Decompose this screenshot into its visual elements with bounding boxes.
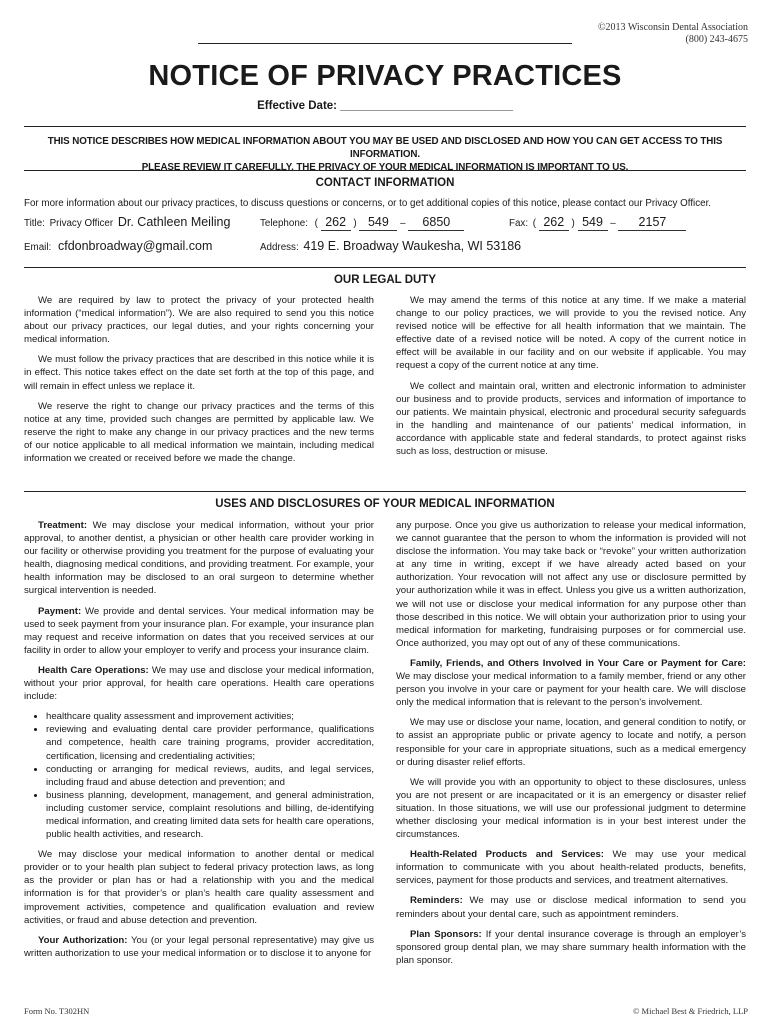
hco-bullet: • business planning, development, management, and general administration, including customer service, complaint resolutions and billing, de-identifying medical information, and creating limited data sets for health care operations, public health activities, and research.	[46, 789, 374, 841]
hrp-paragraph	[396, 848, 746, 887]
authorization-paragraph	[24, 934, 374, 960]
effective-date: Effective Date: ___________________________	[257, 100, 513, 112]
payment-text: We provide and dental services. Your medical information may be used to seek payment from your insurance plan. For example, your insurance plan may request and receive information on dates that you received services at our facility in order to allow your employer to verify and process your insurance claim.	[24, 605, 374, 656]
association-phone: (800) 243-4675	[685, 34, 748, 45]
legal-left-p2: We must follow the privacy practices that are described in this notice while it is in effect. This notice takes effect on the date set forth at the top of this page, and will remain in effect unless we replace it.	[24, 354, 374, 392]
payment-paragraph	[24, 605, 374, 657]
payment-label: Payment:	[38, 605, 82, 617]
legal-left-p1: We are required by law to protect the privacy of your protected health information (“medical information”). We are also required to send you this notice about our privacy practices, our legal duties, and your rights concerning your medical information.	[24, 295, 374, 346]
divider-contact	[24, 170, 746, 171]
contact-intro: For more information about our privacy practices, to discuss questions or concerns, or to get additional copies of this notice, please contact our Privacy Officer.	[24, 198, 712, 209]
hrp-text: We may use your medical information to communicate with you about health-related products, benefits, services, payment for those products and services, and treatment alternatives.	[396, 849, 746, 887]
notice-description-line1: THIS NOTICE DESCRIBES HOW MEDICAL INFORMATION ABOUT YOU MAY BE USED AND DISCLOSED AND HOW YOU CAN GET ACCESS TO THIS INFORMATION.	[47, 136, 723, 160]
fax-prefix: 549	[582, 215, 603, 229]
hco-bullet: • reviewing and evaluating dental care provider performance, qualifications and competence, health care training programs, provider accreditation, certification, licensing and credentialing activities;	[46, 723, 374, 762]
officer-name: Dr. Cathleen Meiling	[117, 215, 231, 229]
contact-heading: CONTACT INFORMATION	[315, 177, 455, 189]
sponsors-paragraph	[396, 928, 746, 967]
divider-uses	[24, 491, 746, 492]
legal-left-p3: We reserve the right to change our privacy practices and the terms of this notice at any time, provided such changes are permitted by applicable law. We reserve the right to make any change in our privacy practices and the new terms of our notice applicable to all medical information we maintain, including medical information we created or received before we made the change.	[24, 400, 374, 465]
sponsors-text: If your dental insurance coverage is through an employer’s sponsored group dental plan, we may share summary health information with the plan sponsor.	[396, 928, 746, 966]
object-paragraph: We will provide you with an opportunity to object to these disclosures, unless you are not present or are incapacitated or it is an emergency or disaster relief situation. In those situations, we will use our professional judgment to determine whether disclosing your medical information is in your best interest under the circumstances.	[396, 776, 746, 841]
treatment-text: We may disclose your medical information, without your prior approval, to another dentist, a physician or other health care provider working in our facility or otherwise providing you treatment for the purpose of evaluating your health, diagnosing medical conditions, and providing treatment. For example, your health information may be disclosed to an oral surgeon to determine whether surgical intervention is needed.	[24, 520, 374, 597]
tel-area: 262	[325, 215, 347, 229]
title-value: Privacy Officer	[49, 218, 114, 229]
email-label: Email:	[24, 242, 52, 253]
telephone-field: Telephone: ( 262 ) 549 – 6850	[260, 216, 500, 231]
hco-bullet: • conducting or arranging for medical reviews, audits, and legal services, including fraud and abuse detection and prevention; and	[46, 763, 374, 789]
hrp-label: Health-Related Products and Services:	[410, 849, 604, 861]
legal-duty-left	[24, 294, 374, 472]
notice-description	[24, 135, 746, 174]
uses-left-column	[24, 519, 374, 967]
telephone-label: Telephone:	[260, 218, 308, 229]
uses-right-column	[396, 519, 746, 974]
title-label: Title:	[24, 218, 45, 229]
reminders-paragraph	[396, 894, 746, 920]
reminders-text: We may use or disclose medical information to send you reminders about your dental care, such as appointment reminders.	[396, 895, 746, 920]
authorization-label: Your Authorization:	[38, 934, 128, 946]
fax-area: 262	[543, 215, 565, 229]
association-name: ©2013 Wisconsin Dental Association	[597, 22, 748, 33]
tel-line: 6850	[422, 215, 451, 229]
fax-field: Fax: ( 262 ) 549 – 2157	[509, 216, 749, 231]
notify-paragraph: We may use or disclose your name, location, and general condition to notify, or to assist an appropriate public or private agency to locate and notify, a person responsible for your care in appropriate situations, such as a medical emergency or during disaster relief efforts.	[396, 717, 746, 768]
page-title: NOTICE OF PRIVACY PRACTICES	[148, 60, 622, 92]
copyright: © Michael Best & Friedrich, LLP	[632, 1006, 748, 1016]
authorization-continued: any purpose. Once you give us authorization to release your medical information, we cannot guarantee that the person to whom the information is provided will not disclose the information. You may take back or “revoke” your written authorization at any time in writing, except if we have already acted based on your authorization. Your revocation will not affect any use or disclosure permitted by your authorization while it was in effect. Unless you give us a written authorization, we will not use or disclose your medical information for any purpose other than those described in this notice. We will obtain your authorization prior to using your medical information for marketing, fundraising purposes or for commercial use. Once authorized, you may opt out of any of these communications.	[396, 520, 746, 649]
divider-legal	[24, 267, 746, 268]
divider-top	[24, 126, 746, 127]
legal-duty-right	[396, 294, 746, 465]
hco-list	[24, 710, 374, 841]
family-paragraph	[396, 657, 746, 709]
legal-duty-heading: OUR LEGAL DUTY	[333, 274, 436, 286]
address-value: 419 E. Broadway Waukesha, WI 53186	[303, 239, 522, 253]
authorization-text: You (or your legal personal representative) may give us written authorization to use your medical information or to disclose it to anyone for	[24, 934, 374, 959]
family-text: We may disclose your medical information to a family member, friend or any other person you involve in your care or payment for your health care. We will disclose only the medical information that is relevant to the person’s involvement.	[396, 671, 746, 709]
hco-label: Health Care Operations:	[38, 664, 149, 676]
fax-label: Fax:	[509, 218, 529, 229]
top-rule	[198, 43, 572, 44]
other-provider-paragraph: We may disclose your medical information to another dental or medical provider or to your health plan subject to federal privacy protection laws, as long as the provider or plan has or had a relationship with you and the medical information is for that provider’s or plan’s health care quality assessment and improvement activities, competence and qualification evaluation and review activities, or fraud and abuse detection and prevention.	[24, 849, 374, 926]
legal-right-p2: We collect and maintain oral, written and electronic information to administer our business and to provide products, services and information of importance to our patients. We maintain physical, electronic and procedural security safeguards in the handling and maintenance of our patients’ medical information, in accordance with applicable state and federal standards, to protect against risks such as loss, destruction or misuse.	[396, 380, 746, 458]
address-field	[260, 240, 740, 254]
email-value: cfdonbroadway@gmail.com	[57, 239, 213, 253]
hco-bullet: • healthcare quality assessment and improvement activities;	[46, 710, 374, 723]
legal-right-p1: We may amend the terms of this notice at any time. If we make a material change to our policy practices, we will provide to you the revised notice. Any revised notice will be effective for all health information that we maintain. The effective date of a revised notice will be noted. A copy of the current notice in effect will be available in our facility and on our website if applicable. You may request a copy of the current notice at any time.	[396, 295, 746, 372]
reminders-label: Reminders:	[410, 895, 463, 907]
family-label: Family, Friends, and Others Involved in Your Care or Payment for Care:	[410, 657, 746, 669]
form-number: Form No. T302HN	[24, 1006, 90, 1016]
fax-line: 2157	[638, 215, 667, 229]
email-field	[24, 240, 244, 254]
title-field	[24, 216, 244, 230]
treatment-paragraph	[24, 519, 374, 598]
uses-heading: USES AND DISCLOSURES OF YOUR MEDICAL INFORMATION	[215, 498, 555, 510]
sponsors-label: Plan Sponsors:	[410, 928, 482, 940]
hco-text: We may use and disclose your medical information, without your prior approval, for health care operations. Health care operations include:	[24, 664, 374, 703]
address-label: Address:	[260, 242, 299, 253]
treatment-label: Treatment:	[38, 520, 88, 531]
notice-description-line2: PLEASE REVIEW IT CAREFULLY. THE PRIVACY OF YOUR MEDICAL INFORMATION IS IMPORTANT TO US.	[141, 162, 629, 173]
tel-prefix: 549	[367, 215, 389, 229]
hco-paragraph	[24, 664, 374, 703]
association-credit	[598, 22, 748, 46]
